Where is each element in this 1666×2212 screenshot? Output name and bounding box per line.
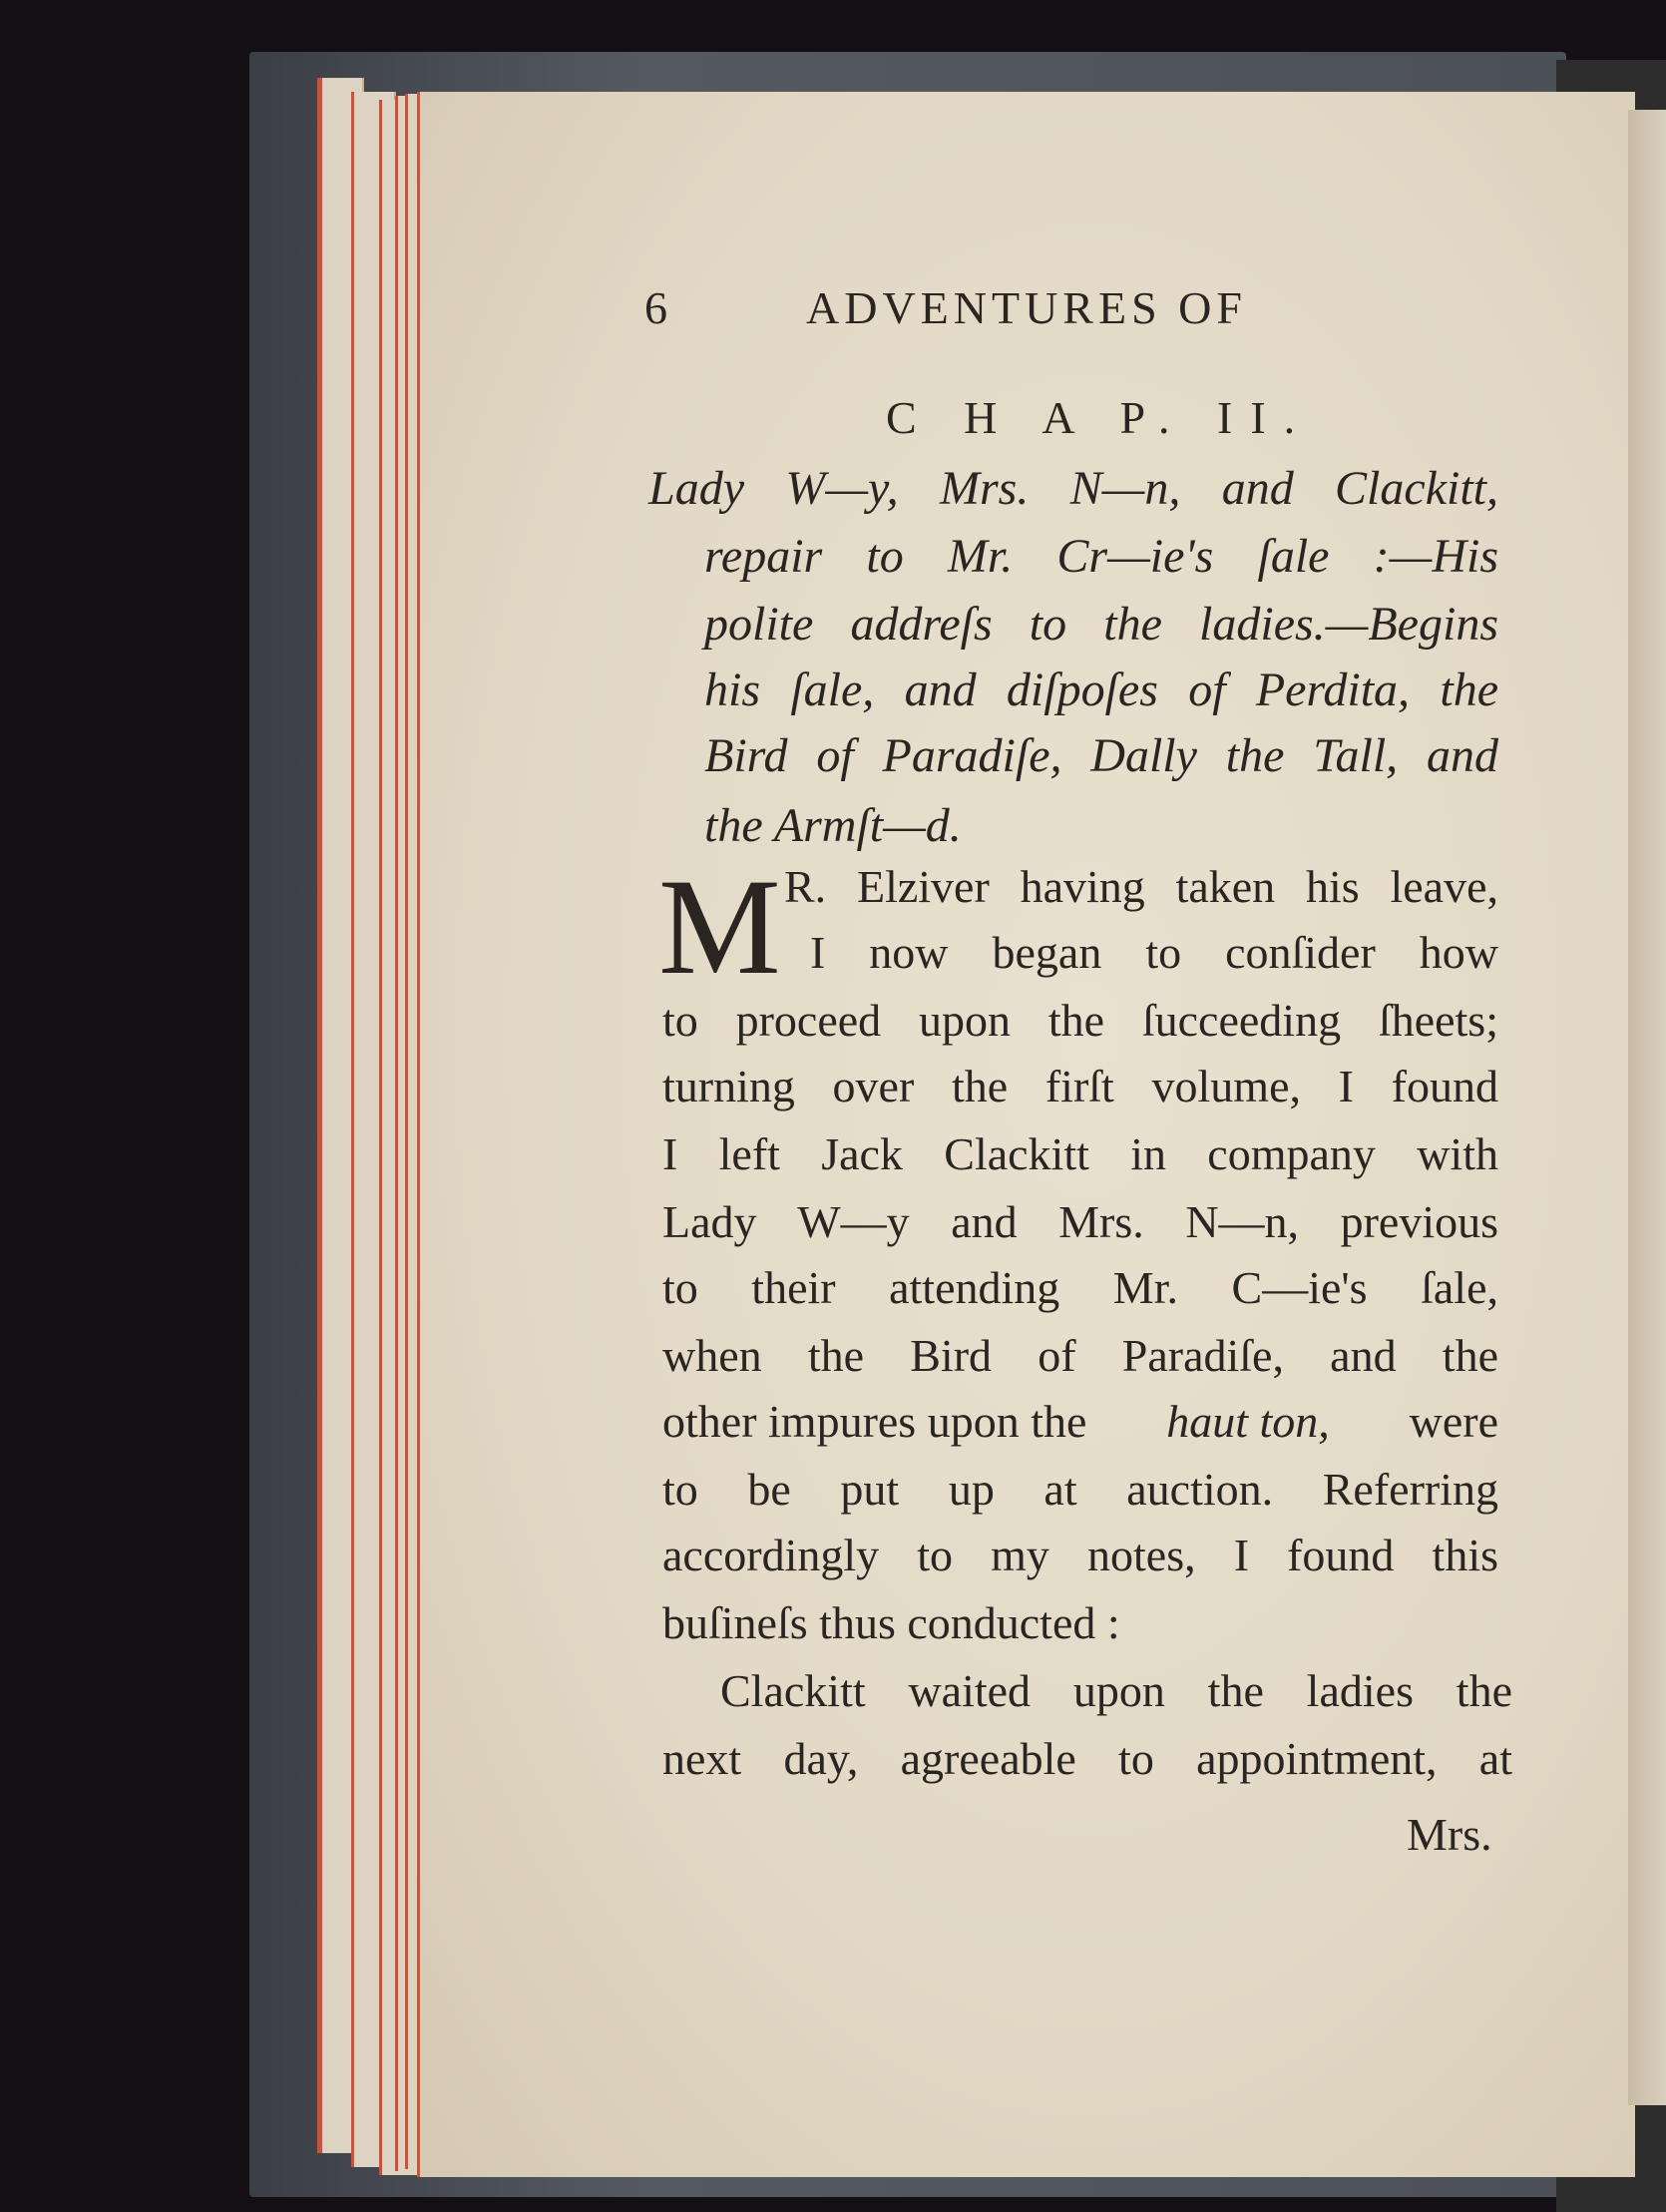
italic-phrase: haut ton, <box>1166 1396 1330 1447</box>
body-line: R. Elziver having taken his leave, <box>784 861 1498 912</box>
chapter-summary-line: polite addreſs to the ladies.—Begins <box>704 598 1498 651</box>
catchword: Mrs. <box>1407 1809 1492 1860</box>
page-number: 6 <box>644 282 667 333</box>
chapter-summary-line: Lady W—y, Mrs. N—n, and Clackitt, <box>648 462 1498 515</box>
body-text: other impures upon the <box>662 1396 1087 1447</box>
body-line: buſineſs thus conducted : <box>662 1597 1120 1648</box>
chapter-summary-line: his ſale, and diſpoſes of Perdita, the <box>704 664 1498 716</box>
chapter-summary-line: Bird of Paradiſe, Dally the Tall, and <box>704 729 1498 782</box>
body-line: I left Jack Clackitt in company with <box>662 1128 1498 1179</box>
body-line: Lady W—y and Mrs. N—n, previous <box>662 1196 1498 1247</box>
body-text: were <box>1409 1396 1498 1447</box>
body-line: to their attending Mr. C—ie's ſale, <box>662 1262 1498 1313</box>
body-line: Clackitt waited upon the ladies the <box>720 1665 1512 1716</box>
chapter-summary-line: repair to Mr. Cr—ie's ſale :—His <box>704 530 1498 583</box>
body-line: accordingly to my notes, I found this <box>662 1530 1498 1580</box>
chapter-heading: C H A P. II. <box>886 392 1314 443</box>
body-line: turning over the firſt volume, I found <box>662 1061 1498 1111</box>
body-line: next day, agreeable to appointment, at <box>662 1733 1512 1784</box>
body-line: when the Bird of Paradiſe, and the <box>662 1330 1498 1381</box>
running-title: ADVENTURES OF <box>806 282 1247 333</box>
body-line: to be put up at auction. Referring <box>662 1464 1498 1515</box>
chapter-summary-line: the Armſt—d. <box>704 799 962 852</box>
drop-cap: M <box>658 850 781 1003</box>
body-line: to proceed upon the ſucceeding ſheets; <box>662 995 1498 1046</box>
body-line <box>662 1395 1498 1448</box>
body-line: I now began to conſider how <box>810 927 1498 978</box>
facing-page-edge <box>1628 110 1666 2105</box>
